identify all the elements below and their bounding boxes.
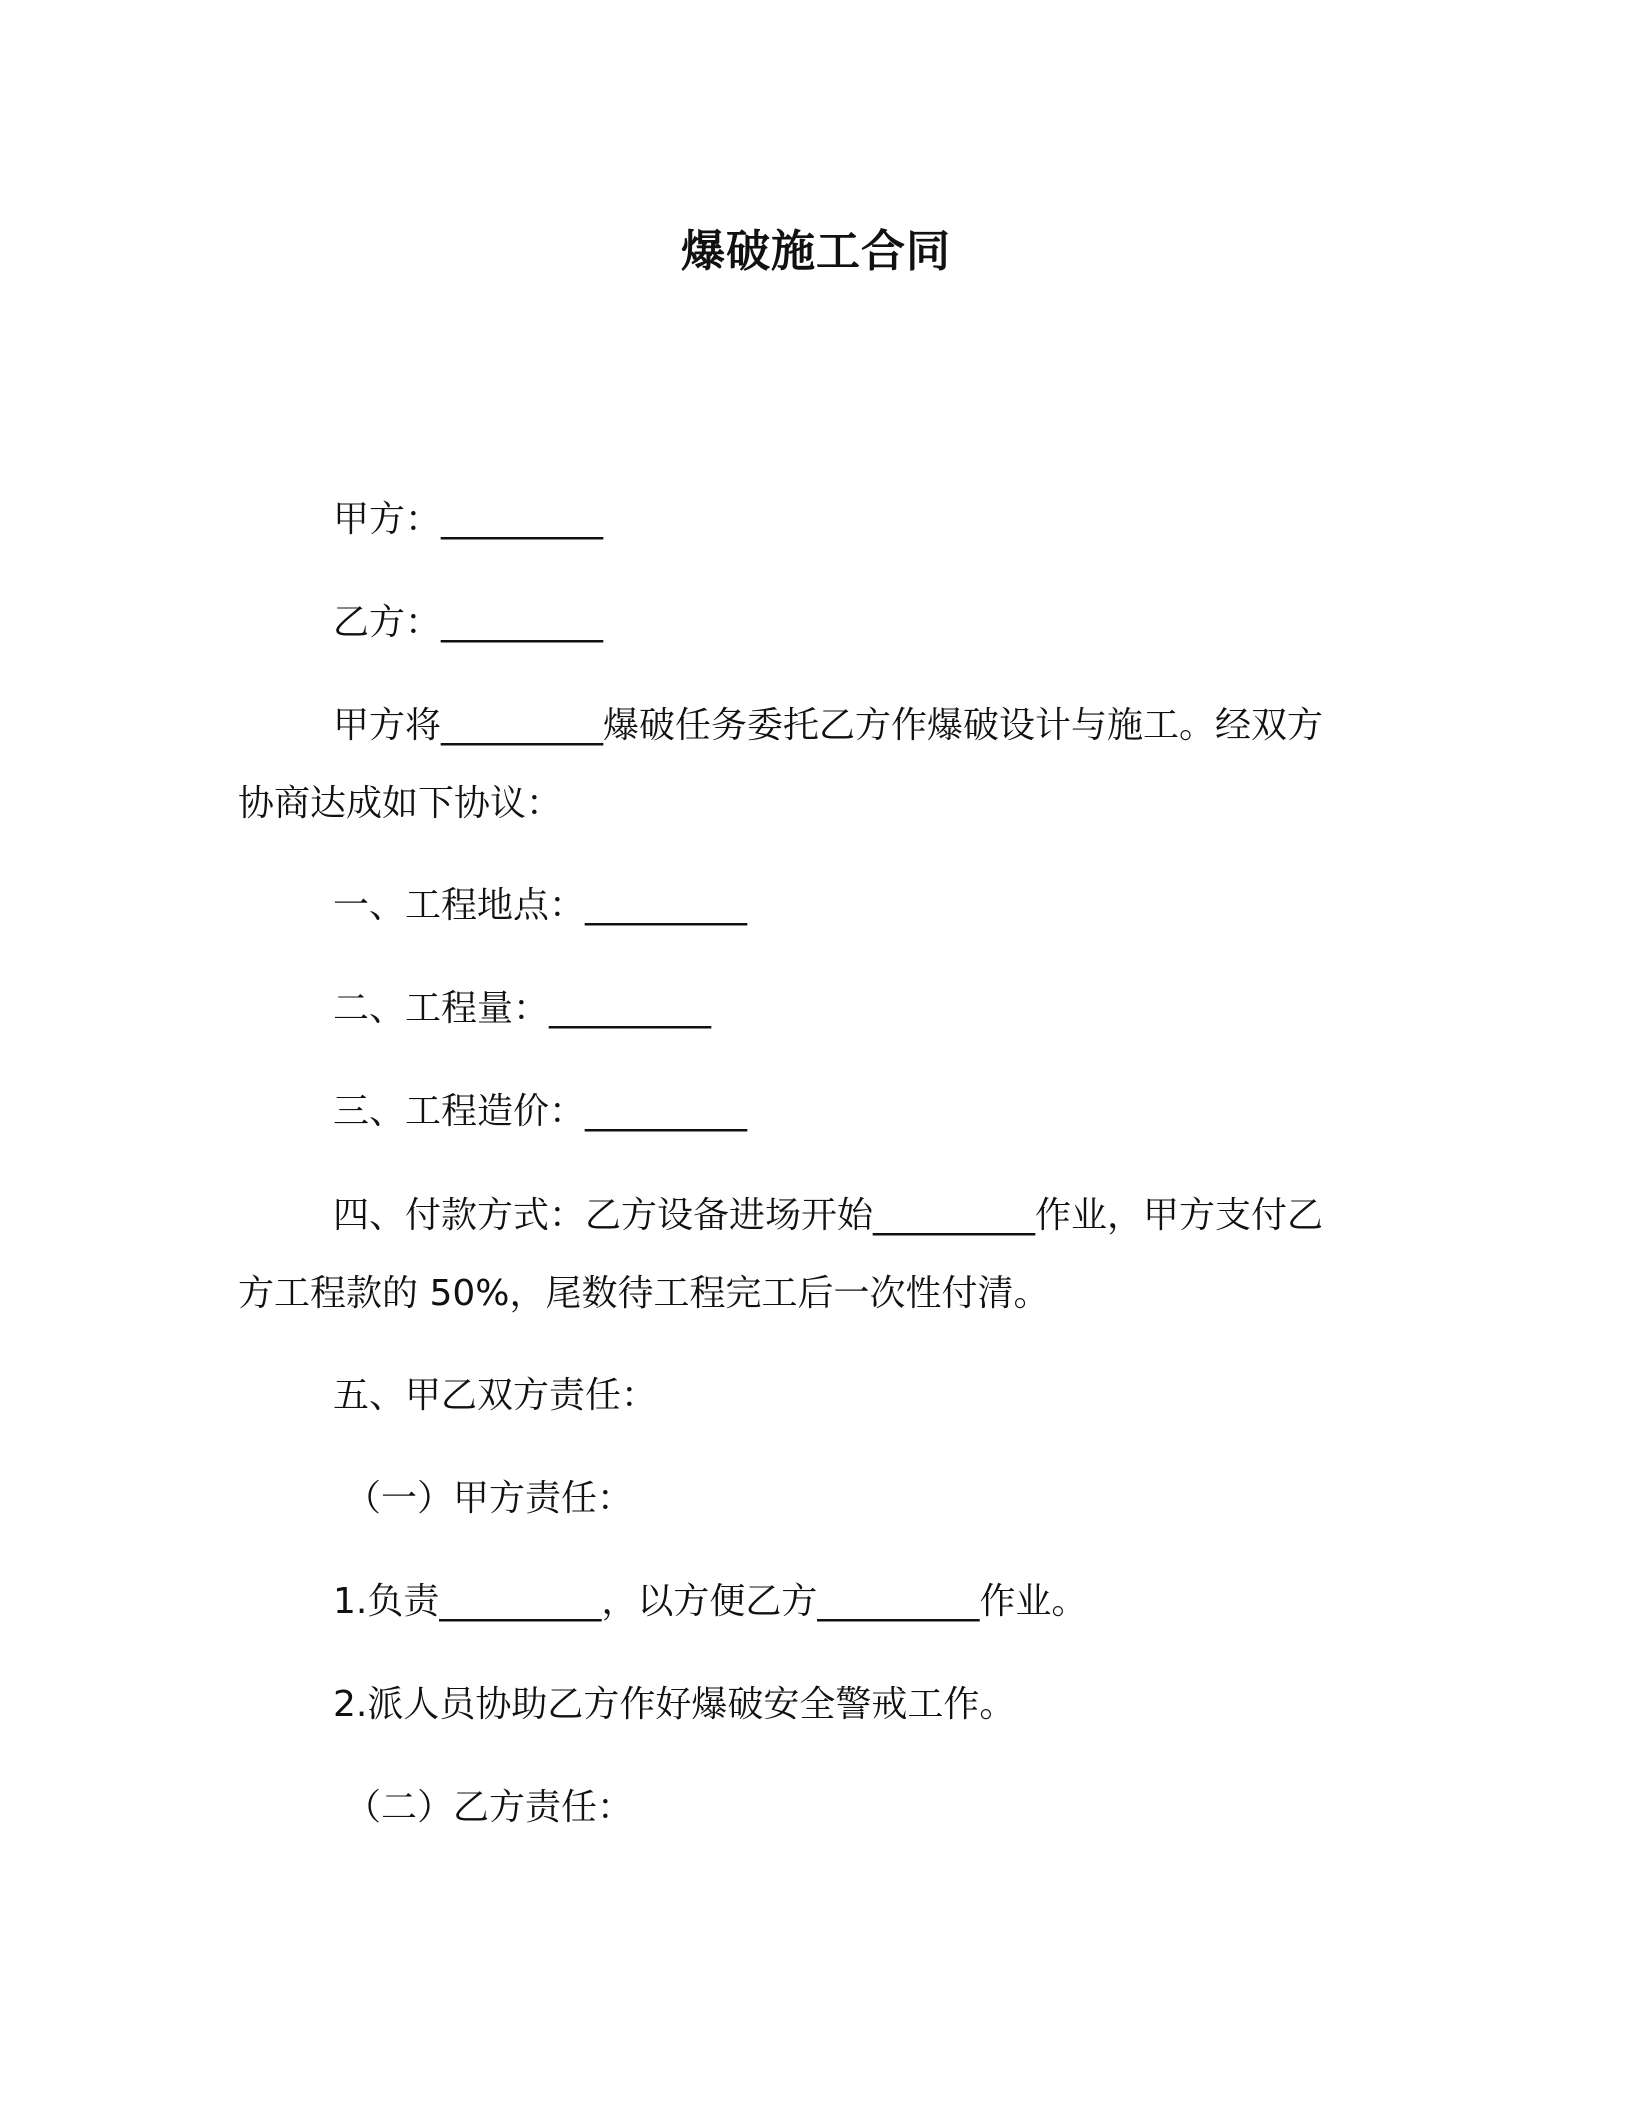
party-a-line: 甲方：_________ <box>333 499 604 540</box>
party-a-item-1: 1.负责_________，以方便乙方_________作业。 <box>333 1581 1088 1622</box>
clause-4-payment-line-2: 方工程款的 50%，尾数待工程完工后一次性付清。 <box>238 1273 1050 1314</box>
party-b-responsibilities-heading: （二）乙方责任： <box>345 1787 634 1828</box>
clause-1-location: 一、工程地点：_________ <box>333 885 748 926</box>
intro-paragraph-line-1: 甲方将_________爆破任务委托乙方作爆破设计与施工。经双方 <box>333 705 1324 746</box>
clause-2-quantity: 二、工程量：_________ <box>333 988 712 1029</box>
clause-3-cost: 三、工程造价：_________ <box>333 1091 748 1132</box>
clause-4-payment-line-1: 四、付款方式：乙方设备进场开始_________作业，甲方支付乙 <box>333 1195 1324 1236</box>
party-a-item-2: 2.派人员协助乙方作好爆破安全警戒工作。 <box>333 1684 1016 1725</box>
party-a-responsibilities-heading: （一）甲方责任： <box>345 1478 634 1519</box>
clause-5-responsibilities: 五、甲乙双方责任： <box>333 1375 658 1416</box>
party-b-line: 乙方：_________ <box>333 602 604 643</box>
document-title: 爆破施工合同 <box>681 226 951 277</box>
intro-paragraph-line-2: 协商达成如下协议： <box>238 783 563 824</box>
